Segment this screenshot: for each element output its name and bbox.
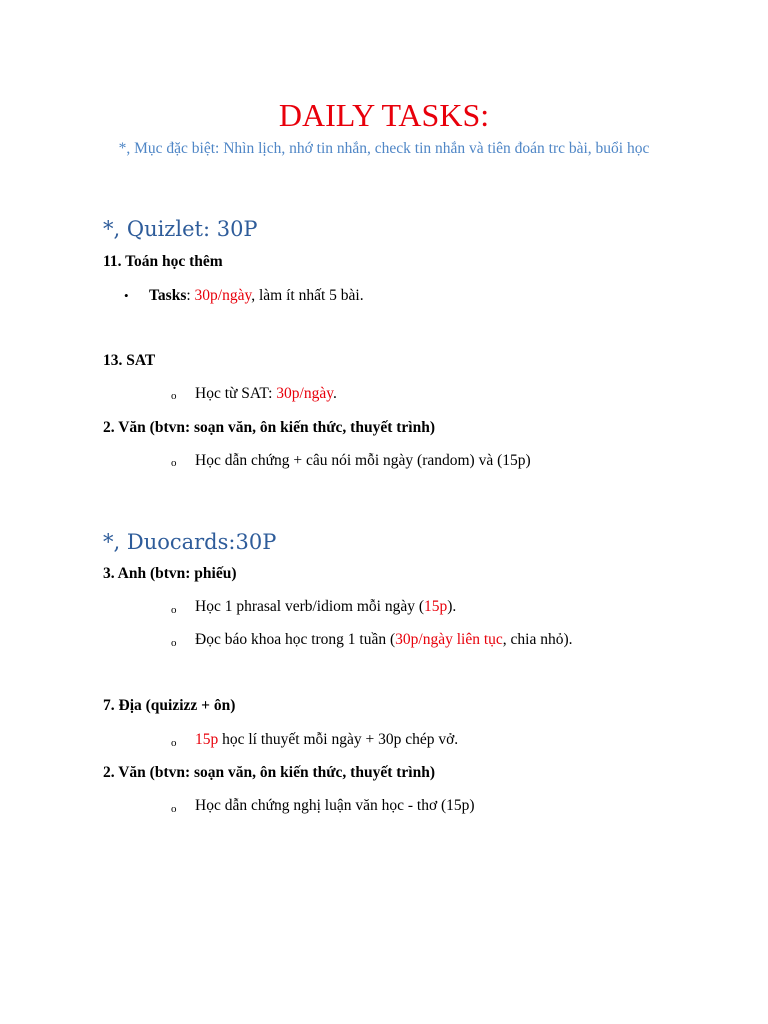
list-item-toan-tasks <box>149 286 364 306</box>
list-item-dia <box>195 730 458 750</box>
item-text: Đọc báo khoa học trong 1 tuần ( <box>195 631 396 648</box>
item-text-end: , chia nhỏ). <box>502 631 573 648</box>
item-text: học lí thuyết mỗi ngày + 30p chép vở. <box>218 731 459 748</box>
subject-anh: 3. Anh (btvn: phiếu) <box>103 565 237 582</box>
item-text-end: . <box>332 385 337 402</box>
item-time-highlight: 30p/ngày liên tục <box>395 631 503 648</box>
section-heading-duocards: *, Duocards:30P <box>103 530 277 554</box>
list-item-anh-phrasal <box>195 597 456 617</box>
item-text: Học 1 phrasal verb/idiom mỗi ngày ( <box>195 598 425 615</box>
list-item-anh-doc-bao <box>195 630 573 650</box>
item-separator: : <box>186 287 195 304</box>
bullet-disc: • <box>124 288 129 303</box>
item-text-end: ). <box>447 598 457 615</box>
item-label: Tasks <box>149 287 187 304</box>
section-heading-quizlet: *, Quizlet: 30P <box>103 217 258 241</box>
list-item-van: Học dẫn chứng + câu nói mỗi ngày (random) và (15p) <box>195 452 531 469</box>
bullet-circle: o <box>171 637 177 649</box>
item-time-highlight: 30p/ngày <box>276 385 333 402</box>
bullet-circle: o <box>171 737 177 749</box>
bullet-circle: o <box>171 457 177 469</box>
item-time-highlight: 15p <box>424 598 448 615</box>
subject-van-2: 2. Văn (btvn: soạn văn, ôn kiến thức, thuyết trình) <box>103 764 435 781</box>
item-time-highlight: 15p <box>195 731 219 748</box>
subject-toan: 11. Toán học thêm <box>103 253 223 270</box>
subject-sat: 13. SAT <box>103 352 156 369</box>
bullet-circle: o <box>171 604 177 616</box>
bullet-circle: o <box>171 390 177 402</box>
item-time-highlight: 30p/ngày <box>194 287 252 304</box>
bullet-circle: o <box>171 803 177 815</box>
page-subtitle: *, Mục đặc biệt: Nhìn lịch, nhớ tin nhắn, check tin nhắn và tiên đoán trc bài, buổi học <box>118 140 650 157</box>
subject-dia: 7. Địa (quizizz + ôn) <box>103 697 236 714</box>
page-title: DAILY TASKS: <box>278 97 490 133</box>
item-text: Học từ SAT: <box>195 385 277 402</box>
subject-van: 2. Văn (btvn: soạn văn, ôn kiến thức, thuyết trình) <box>103 419 435 436</box>
item-text: , làm ít nhất 5 bài. <box>251 287 364 304</box>
list-item-sat <box>195 384 337 404</box>
list-item-van-2: Học dẫn chứng nghị luận văn học - thơ (15p) <box>195 797 475 814</box>
